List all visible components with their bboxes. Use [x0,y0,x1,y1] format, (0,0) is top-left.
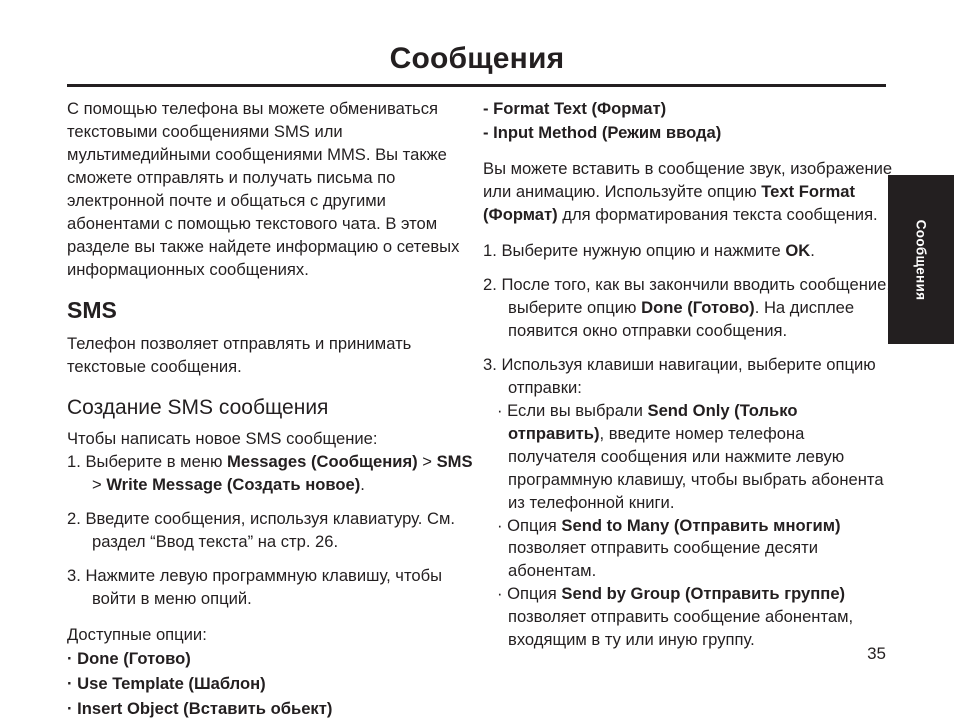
bullet-icon: · [67,673,78,693]
text-run: Введите сообщения, используя клавиатуру. См. раздел “Ввод текста” на стр. 26. [85,509,455,551]
option-label: Insert Object (Вставить обьект) [77,699,333,718]
options-list [67,647,477,720]
numbered-step [67,565,477,611]
left-column [67,98,477,720]
text-run: . [810,240,815,260]
emphasis-run: OK [785,240,811,260]
text-run: Используя клавиши навигации, выберите опцию отправки: [501,354,876,397]
create-sms-intro: Чтобы написать новое SMS сообщение: [67,429,378,449]
bullet-icon: · [497,584,508,604]
dash-options-list [483,98,893,145]
option-label: Use Template (Шаблон) [77,673,266,693]
bullet-icon: · [497,515,508,535]
insert-object-paragraph [483,158,893,227]
send-options-list [483,400,893,653]
text-run: Выберите нужную опцию и нажмите [501,240,786,260]
step-number: 1. [483,240,502,260]
header-divider [67,84,886,87]
right-steps-list [483,240,893,400]
step-number: 1. [67,452,86,472]
text-run: Опция [507,584,562,604]
numbered-step [67,508,477,554]
numbered-step [483,274,893,343]
text-run: для форматирования текста сообщения. [557,204,878,224]
text-run: Вы можете вставить в сообщение звук, изображение или анимацию. Используйте опцию [483,158,893,201]
sms-paragraph: Телефон позволяет отправлять и принимать текстовые сообщения. [67,334,412,377]
emphasis-run: Done (Готово) [641,297,755,317]
text-run: > [92,475,107,495]
send-option-bullet [483,583,893,652]
dash-option: - Input Method (Режим ввода) [483,122,722,142]
text-run: Опция [507,515,562,535]
intro-paragraph: С помощью телефона вы можете обмениваться текстовыми сообщениями SMS или мультимедийными сообщениями MMS. Вы также сможете отправлять и получать письма по электронной почте и общаться с другими абонентами с помощью текстового чата. В этом разделе вы также найдете информацию о сетевых информационных сообщениях. [67,99,460,279]
text-run: позволяет отправить сообщение абонентам, входящим в ту или иную группу. [508,607,854,650]
step-number: 3. [67,565,86,585]
numbered-step [483,240,893,263]
dash-option: - Format Text (Формат) [483,99,667,118]
emphasis-run: Send by Group (Отправить группе) [561,584,846,604]
bullet-icon: · [67,648,78,668]
emphasis-run: Messages (Сообщения) [227,452,418,472]
left-steps-list [67,451,477,611]
text-run: > [417,452,437,472]
step-number: 2. [67,509,86,529]
numbered-step [483,354,893,400]
option-label: Done (Готово) [77,648,191,668]
text-run: . [360,475,365,495]
subheading-create-sms: Создание SMS сообщения [67,395,329,419]
bullet-icon: · [67,699,78,718]
step-number: 2. [483,274,502,294]
options-intro: Доступные опции: [67,624,207,644]
step-number: 3. [483,354,502,374]
page-number: 35 [867,644,886,663]
emphasis-run: Send Only (Только отправить) [508,400,798,443]
text-run: После того, как вы закончили вводить сообщение, выберите опцию [501,274,891,317]
emphasis-run: SMS [436,452,473,472]
numbered-step [67,451,477,497]
option-bullet [67,672,477,695]
right-column [483,98,893,652]
text-run: Нажмите левую программную клавишу, чтобы войти в меню опций. [85,565,443,608]
emphasis-run: Text Format (Формат) [483,181,856,224]
text-run: позволяет отправить сообщение десяти абонентам. [508,538,819,581]
send-option-bullet [483,515,893,584]
heading-sms: SMS [67,296,117,323]
send-option-bullet [483,400,893,515]
text-run: . На дисплее появится окно отправки сообщения. [508,297,855,340]
emphasis-run: Write Message (Создать новое) [106,475,361,495]
bullet-icon: · [497,400,508,420]
section-thumb-tab-label: Сообщения [913,219,929,300]
text-run: Выберите в меню [85,452,228,472]
option-bullet [67,647,477,670]
emphasis-run: Send to Many (Отправить многим) [561,515,841,535]
text-run: Если вы выбрали [507,400,648,420]
section-thumb-tab [888,175,954,344]
page-title: Сообщения [389,42,565,75]
text-run: , введите номер телефона получателя сообщения или нажмите левую программную клавишу, чтобы выбрать абонента из телефонной книги. [508,423,884,512]
option-bullet [67,697,477,720]
